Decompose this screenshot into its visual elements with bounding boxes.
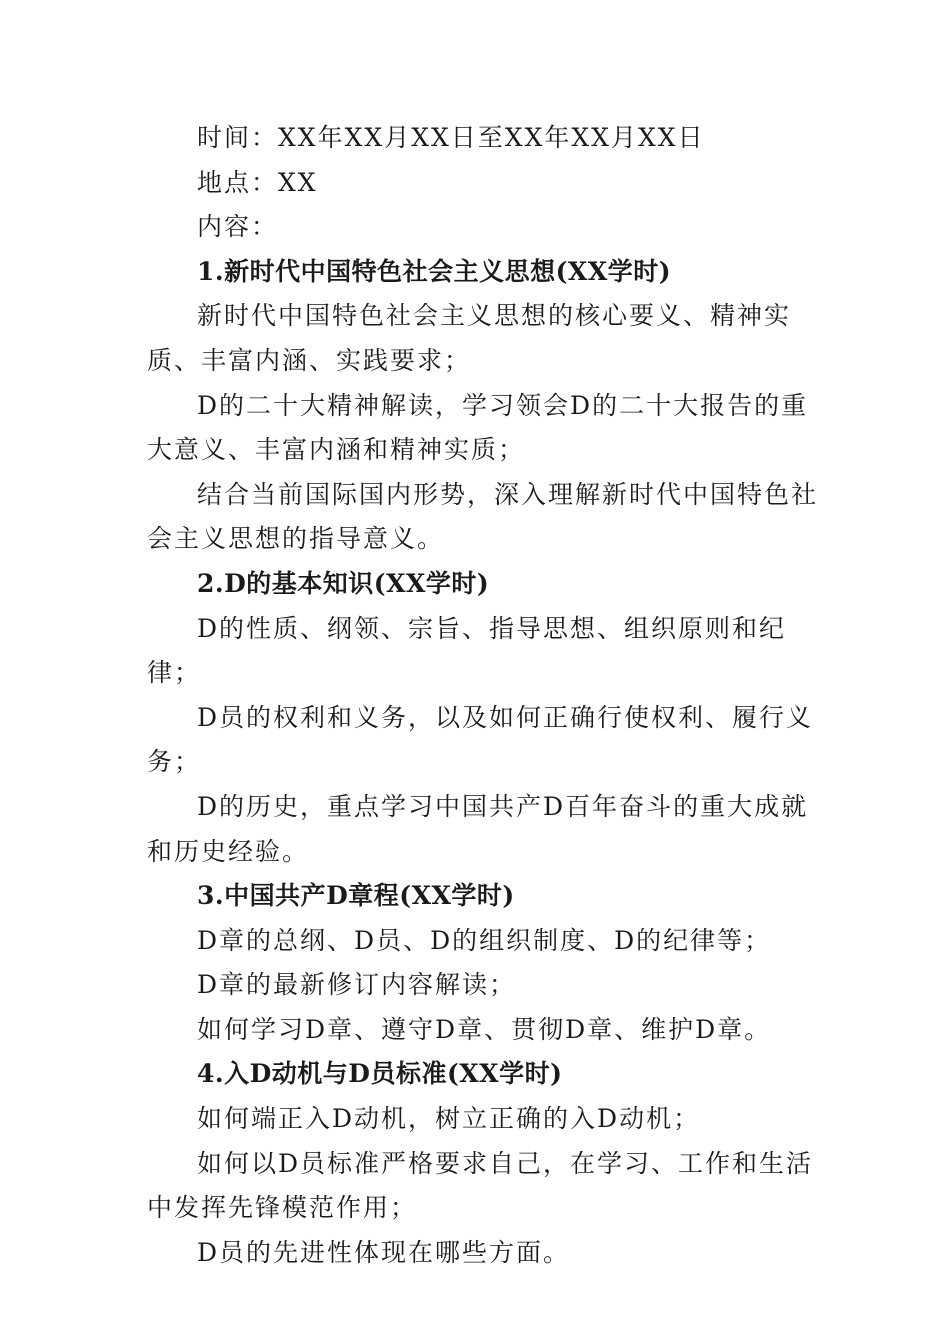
- body-paragraph: D员的先进性体现在哪些方面。: [197, 1237, 571, 1267]
- body-paragraph: D的历史，重点学习中国共产D百年奋斗的重大成就和历史经验。: [147, 791, 809, 866]
- section-heading-2: 2.D的基本知识(XX学时): [197, 568, 490, 598]
- section-heading-4: 4.入D动机与D员标准(XX学时): [197, 1059, 563, 1089]
- body-paragraph: D章的总纲、D员、D的组织制度、D的纪律等；: [197, 925, 772, 955]
- schedule-time: 时间：XX年XX月XX日至XX年XX月XX日: [197, 123, 705, 152]
- body-paragraph: 如何以D员标准严格要求自己，在学习、工作和生活中发挥先锋模范作用；: [147, 1148, 814, 1223]
- body-paragraph: D的性质、纲领、宗旨、指导思想、组织原则和纪律；: [147, 613, 787, 688]
- body-paragraph: 结合当前国际国内形势，深入理解新时代中国特色社会主义思想的指导意义。: [147, 479, 819, 554]
- body-paragraph: D的二十大精神解读，学习领会D的二十大报告的重大意义、丰富内涵和精神实质；: [147, 390, 809, 465]
- body-paragraph: D章的最新修订内容解读；: [197, 970, 517, 1000]
- document-body: [147, 116, 832, 1275]
- body-paragraph: 如何学习D章、遵守D章、贯彻D章、维护D章。: [197, 1014, 772, 1044]
- content-label: 内容：: [197, 212, 279, 242]
- section-heading-1: 1.新时代中国特色社会主义思想(XX学时): [197, 256, 672, 286]
- schedule-location: 地点：XX: [197, 167, 318, 197]
- body-paragraph: D员的权利和义务，以及如何正确行使权利、履行义务；: [147, 702, 814, 777]
- section-heading-3: 3.中国共产D章程(XX学时): [197, 881, 515, 911]
- body-paragraph: 如何端正入D动机，树立正确的入D动机；: [197, 1104, 701, 1134]
- body-paragraph: 新时代中国特色社会主义思想的核心要义、精神实质、丰富内涵、实践要求；: [147, 301, 792, 375]
